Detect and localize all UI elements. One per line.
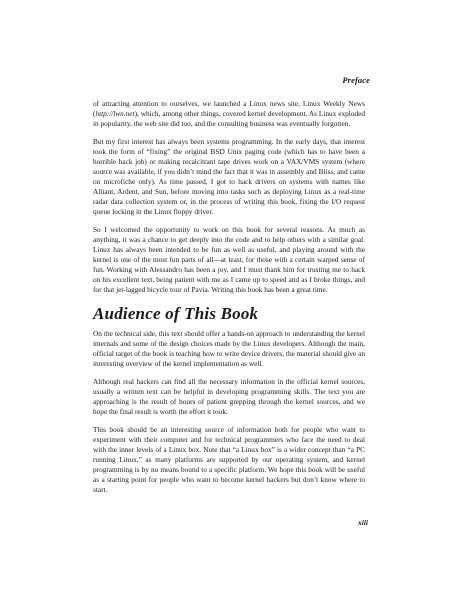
text-run: of attracting attention to ourselves, we launched a Linux news site, Linux Weekly News ( — [93, 99, 365, 118]
paragraphs-before-heading — [93, 99, 365, 295]
paragraph — [93, 225, 365, 295]
section-title: Audience of This Book — [93, 304, 259, 323]
page-body — [93, 99, 365, 503]
text-run: So I welcomed the opportunity to work on this book for several reasons. As much as anything, it was a chance to get deeply into the code and to help others with a similar goal. Linux has always been intended to be fun as well as useful, and playing around with the kernel is one of the most fun parts of all—at least, for those with a certain warped sense of fun. Working with Alessandro has been a joy, and I must thank him for trusting me to hack on his excellent text, being patient with me as I came up to speed and as I broke things, and for that jet-lagged bicycle tour of Pavia. Writing this book has been a great time. — [93, 225, 365, 294]
paragraph — [93, 425, 365, 495]
paragraph — [93, 137, 365, 217]
text-run: On the technical side, this text should offer a hands-on approach to understanding the kernel internals and some of the design choices made by the Linux developers. Although the main, official target of the book is teaching how to write device drivers, the material should give an interesting overview of the kernel implementation as well. — [93, 329, 365, 368]
italic-text: http://lwn.net — [95, 109, 135, 118]
paragraphs-after-heading — [93, 329, 365, 495]
running-head: Preface — [342, 75, 370, 85]
paragraph — [93, 377, 365, 417]
paragraph — [93, 329, 365, 369]
text-run: Although real hackers can find all the necessary information in the official kernel sources, usually a written text can be helpful in developing programming skills. The text you are approaching is the result of hours of patient grepping through the kernel sources, and we hope the final result is worth the effort it took. — [93, 377, 365, 416]
paragraph — [93, 99, 365, 129]
text-run: But my first interest has always been systems programming. In the early days, that interest took the form of “fixing” the original BSD Unix paging code (which has to have been a horrible hack job) or making recalcitrant tape drives work on a VAX/VMS system (where source was available, if you didn’t mind the fact that it was in assembly and Bliss, and came on microfiche only). As time passed, I got to hack drivers on systems with names like Alliant, Ardent, and Sun, before moving into tasks such as deploying Linux as a real-time radar data collection system or, in the process of writing this book, fixing the I/O request queue locking in the Linux floppy driver. — [93, 137, 365, 216]
text-run: ), which, among other things, covered kernel development. As Linux exploded in popularity, the web site did too, and the consulting business was eventually forgotten. — [93, 109, 365, 128]
page-number: xiii — [357, 518, 368, 527]
text-run: This book should be an interesting source of information both for people who want to experiment with their computer and for technical programmers who face the need to deal with the inner levels of a Linux box. Note that “a Linux box” is a wider concept than “a PC running Linux,” as many platforms are supported by our operating system, and kernel programming is by no means bound to a specific platform. We hope this book will be useful as a starting point for people who want to become kernel hackers but don’t know where to start. — [93, 425, 365, 494]
